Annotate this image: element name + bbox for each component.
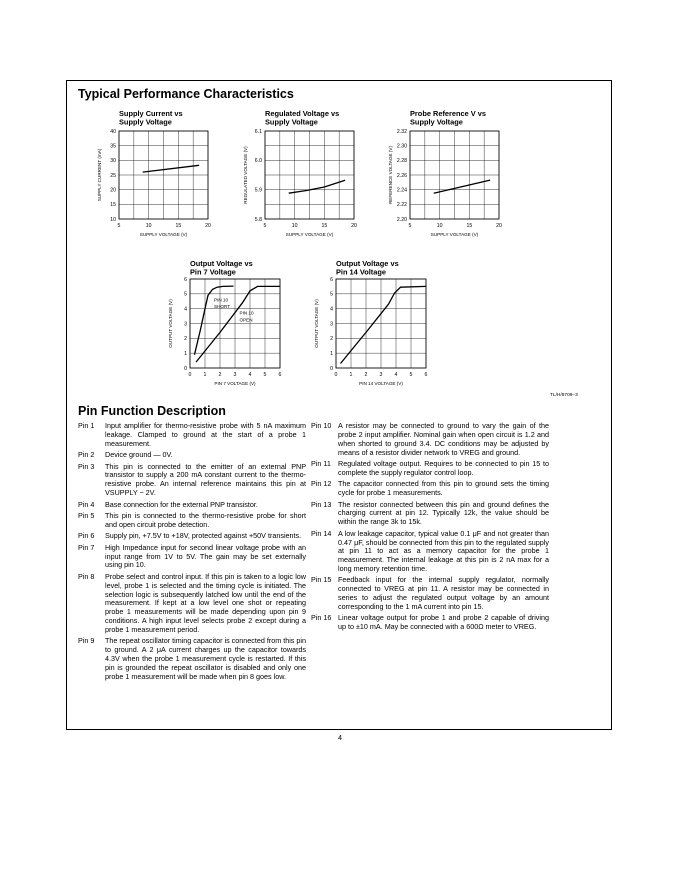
y-tick-label: 2 — [184, 336, 187, 343]
pin-label: Pin 14 — [311, 528, 332, 538]
y-tick-label: 40 — [110, 128, 116, 135]
chart-supply-current — [86, 108, 226, 246]
pin-row — [311, 460, 549, 478]
chart-probe-reference — [377, 108, 517, 246]
chart-title: Output Voltage vs — [336, 259, 399, 268]
pin-label: Pin 9 — [78, 636, 95, 646]
pin-description: The repeat oscillator timing capacitor is connected from this pin to ground. A 2 μA current charges up the capacitor towards 4.3V when the probe 1 measurement cycle is restarted. If this pin is grounded the repeat oscillator is disabled and only one probe 1 measurement will be made when pin 8 goes low. — [105, 636, 306, 681]
x-tick-label: 6 — [278, 372, 282, 378]
pin-label: Pin 5 — [78, 510, 95, 520]
x-tick-label: 1 — [349, 372, 353, 378]
y-tick-label: 30 — [110, 158, 116, 165]
chart-title: Supply Voltage — [265, 117, 318, 127]
pin-label: Pin 10 — [311, 421, 332, 430]
x-axis-label: SUPPLY VOLTAGE (V) — [139, 232, 188, 237]
pin-label: Pin 1 — [78, 421, 95, 430]
figure-reference: TL/H/8709–3 — [550, 393, 578, 398]
y-tick-label: 6 — [184, 276, 187, 283]
pin-list-left — [78, 422, 306, 684]
curve-annotation: PIN 10 — [214, 297, 229, 303]
y-tick-label: 6 — [330, 276, 333, 283]
pin-description: The capacitor connected from this pin to ground sets the timing cycle for probe 1 measurements. — [338, 479, 549, 498]
y-tick-label: 10 — [110, 216, 116, 223]
pin-row — [311, 480, 549, 498]
x-tick-label: 0 — [334, 372, 338, 378]
pin-row — [78, 501, 306, 510]
x-tick-label: 2 — [364, 372, 368, 378]
x-tick-label: 5 — [117, 223, 121, 229]
y-axis-label: REGULATED VOLTAGE (V) — [243, 146, 248, 204]
y-tick-label: 0 — [184, 365, 187, 372]
x-tick-label: 15 — [175, 223, 182, 229]
x-tick-label: 5 — [263, 372, 267, 378]
pin-description: This pin is connected to the thermo-resistive probe for short and open circuit probe detection. — [105, 510, 306, 529]
x-tick-label: 2 — [218, 372, 222, 378]
chart-title: Supply Current vs — [119, 109, 183, 118]
x-tick-label: 3 — [379, 372, 383, 378]
y-tick-label: 2.20 — [396, 216, 407, 223]
pin-row — [78, 422, 306, 449]
pin-label: Pin 7 — [78, 542, 95, 552]
curve-annotation: OPEN — [239, 317, 253, 323]
y-tick-label: 2.28 — [396, 158, 407, 165]
chart-title: Pin 7 Voltage — [190, 267, 236, 277]
y-tick-label: 3 — [330, 321, 333, 328]
pin-description: A resistor may be connected to ground to vary the gain of the probe 2 input amplifier. Nominal gain when open circuit is 1.2 and when shorted to ground 3.4. DC conditions may be adjusted by means of a resistor divider network to VREG and ground. — [338, 421, 549, 457]
pin-row — [311, 422, 549, 457]
pin-label: Pin 12 — [311, 479, 332, 489]
x-tick-label: 6 — [424, 372, 428, 378]
x-tick-label: 0 — [188, 372, 192, 378]
x-tick-label: 15 — [321, 223, 328, 229]
pin-description: Probe select and control input. If this pin is taken to a logic low level, probe 1 is selected and the timing cycle is initiated. The selection logic is subsequently latched low until the end of the measurement. If kept at a low level one shot or repeating probe 1 measurements will be made depending upon pin 9 conditions. A high input level selects probe 2 except during a probe 1 measurement period. — [105, 571, 306, 634]
pin-row — [78, 463, 306, 498]
y-tick-label: 5.9 — [254, 187, 262, 194]
x-tick-label: 10 — [145, 223, 152, 229]
pin-description: High Impedance input for second linear voltage probe with an input range from 1V to 5V. The gain may be set externally using pin 10. — [105, 542, 306, 570]
pin-label: Pin 6 — [78, 531, 95, 541]
series-line — [434, 180, 490, 193]
y-tick-label: 6.0 — [254, 158, 262, 165]
y-tick-label: 35 — [110, 143, 116, 150]
y-axis-label: OUTPUT VOLTAGE (V) — [168, 299, 173, 348]
chart-title: Pin 14 Voltage — [336, 267, 386, 277]
x-tick-label: 5 — [409, 372, 413, 378]
pin-row — [78, 637, 306, 681]
pin-description: Input amplifier for thermo-resistive probe with 5 nA maximum leakage. Clamped to ground at the start of a probe 1 measurement. — [105, 421, 306, 448]
pin-row — [78, 544, 306, 571]
pin-description: Supply pin, +7.5V to +18V, protected against +50V transients. — [105, 531, 302, 541]
y-tick-label: 1 — [184, 350, 187, 357]
pin-list-right — [311, 422, 549, 635]
y-tick-label: 2.32 — [396, 128, 407, 135]
pin-label: Pin 4 — [78, 499, 95, 509]
pin-row — [311, 576, 549, 611]
curve-annotation: PIN 10 — [239, 310, 254, 316]
curve-annotation: SHORT — [214, 303, 230, 309]
pin-row — [78, 451, 306, 460]
x-tick-label: 20 — [496, 223, 502, 229]
pin-description: A low leakage capacitor, typical value 0.1 μF and not greater than 0.47 μF, should be connected from this pin to the regulated supply at pin 11 to act as a memory capacitor for the probe 1 measurement. The internal leakage at this pin is 2 nA max for a long memory retention time. — [338, 528, 549, 574]
pin-description: Feedback input for the internal supply regulator, normally connected to VREG at pin 11. A resistor may be connected in series to adjust the regulated output voltage by an amount corresponding to the 1 mA current into pin 15. — [338, 575, 549, 611]
y-tick-label: 15 — [110, 202, 116, 209]
chart-title: Probe Reference V vs — [410, 109, 486, 118]
y-tick-label: 2 — [330, 336, 333, 343]
pin-description: This pin is connected to the emitter of an external PNP transistor to supply a 200 mA constant current to the thermo-resistive probe. An internal reference maintains this pin at VSUPPLY − 2V. — [105, 461, 306, 498]
x-tick-label: 20 — [351, 223, 357, 229]
y-tick-label: 6.1 — [254, 128, 262, 135]
page-number: 4 — [338, 733, 342, 742]
y-axis-label: REFERENCE VOLTAGE (V) — [388, 145, 393, 205]
x-tick-label: 10 — [291, 223, 298, 229]
pin-row — [311, 501, 549, 528]
y-tick-label: 2.30 — [396, 143, 407, 150]
y-tick-label: 3 — [184, 321, 187, 328]
pin-row — [311, 614, 549, 632]
pin-description: The resistor connected between this pin and ground defines the charging current at pin 12. Typically 12k, the value should be within the range 3k to 15k. — [338, 499, 549, 527]
pin-description: Base connection for the external PNP transistor. — [105, 499, 258, 509]
y-tick-label: 2.22 — [396, 202, 407, 209]
x-tick-label: 5 — [263, 223, 267, 229]
y-tick-label: 2.26 — [396, 172, 407, 179]
y-tick-label: 0 — [330, 365, 333, 372]
y-axis-label: SUPPLY CURRENT (mA) — [97, 148, 102, 202]
x-tick-label: 10 — [436, 223, 443, 229]
series-line — [196, 286, 280, 362]
pin-row — [78, 573, 306, 635]
x-tick-label: 20 — [205, 223, 211, 229]
y-tick-label: 5 — [184, 291, 187, 298]
chart-output-vs-pin7 — [158, 258, 298, 393]
y-tick-label: 25 — [110, 172, 116, 179]
x-axis-label: PIN 7 VOLTAGE (V) — [214, 381, 256, 386]
pin-row — [311, 530, 549, 574]
series-line — [341, 286, 427, 363]
chart-title: Supply Voltage — [119, 117, 172, 127]
pin-section-title: Pin Function Description — [78, 404, 226, 418]
section-title: Typical Performance Characteristics — [78, 87, 294, 101]
x-axis-label: SUPPLY VOLTAGE (V) — [285, 232, 334, 237]
chart-title: Output Voltage vs — [190, 259, 253, 268]
pin-label: Pin 15 — [311, 575, 332, 585]
series-line — [289, 180, 345, 193]
x-tick-label: 3 — [233, 372, 237, 378]
pin-row — [78, 532, 306, 541]
pin-label: Pin 13 — [311, 499, 332, 509]
x-tick-label: 15 — [466, 223, 473, 229]
x-tick-label: 5 — [408, 223, 412, 229]
pin-label: Pin 16 — [311, 613, 332, 623]
pin-label: Pin 11 — [311, 458, 331, 468]
x-tick-label: 4 — [248, 372, 252, 378]
pin-row — [78, 512, 306, 530]
pin-description: Linear voltage output for probe 1 and probe 2 capable of driving up to ±10 mA. May be connected with a 600Ω meter to VREG. — [338, 613, 549, 632]
chart-output-vs-pin14 — [304, 258, 444, 393]
x-axis-label: SUPPLY VOLTAGE (V) — [430, 232, 479, 237]
pin-description: Device ground — 0V. — [105, 450, 173, 460]
pin-label: Pin 3 — [78, 461, 95, 471]
x-tick-label: 1 — [203, 372, 207, 378]
x-axis-label: PIN 14 VOLTAGE (V) — [359, 381, 403, 386]
pin-description: Regulated voltage output. Requires to be connected to pin 15 to complete the supply regulator control loop. — [338, 458, 549, 477]
y-tick-label: 5.8 — [254, 216, 262, 223]
y-tick-label: 4 — [330, 306, 333, 313]
y-tick-label: 2.24 — [396, 187, 407, 194]
chart-title: Supply Voltage — [410, 117, 463, 127]
series-line — [143, 165, 199, 172]
pin-label: Pin 2 — [78, 450, 95, 460]
y-tick-label: 20 — [110, 187, 116, 194]
chart-regulated-voltage — [232, 108, 372, 246]
chart-title: Regulated Voltage vs — [265, 109, 340, 118]
y-tick-label: 1 — [330, 350, 333, 357]
y-tick-label: 5 — [330, 291, 333, 298]
y-axis-label: OUTPUT VOLTAGE (V) — [314, 299, 319, 348]
y-tick-label: 4 — [184, 306, 187, 313]
x-tick-label: 4 — [394, 372, 398, 378]
pin-label: Pin 8 — [78, 571, 95, 581]
